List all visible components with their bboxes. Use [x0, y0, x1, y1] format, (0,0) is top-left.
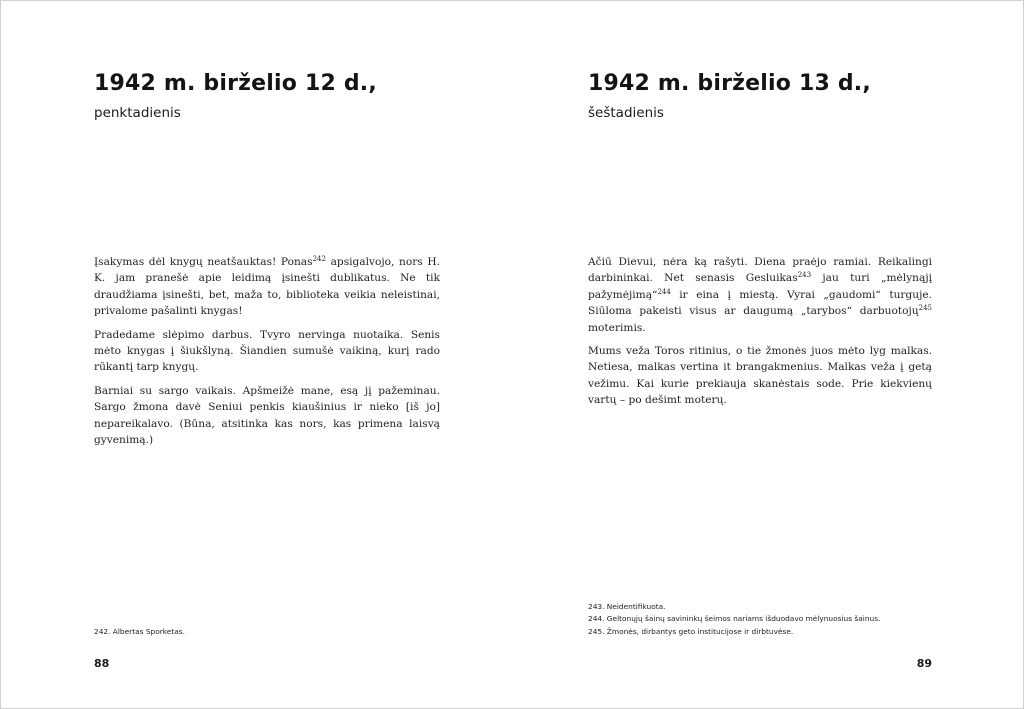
text-run: Barniai su sargo vaikais. Apšmeižė mane, esą jį pažeminau. Sargo žmona davė Seniui penkis kiaušinius ir nieko [iš jo] nepareikalavo. (Būna, atsitinka kas nors, kas primena laisvą gyvenimą.) [94, 384, 440, 447]
footnote-ref: 244 [657, 287, 671, 296]
footnotes [94, 626, 440, 638]
entry-body [588, 254, 932, 416]
footnote: 243. Neidentifikuota. [588, 602, 666, 611]
paragraph [94, 327, 440, 376]
entry-date: 1942 m. birželio 12 d., [94, 71, 377, 96]
entry-weekday: penktadienis [94, 105, 181, 121]
footnote-ref: 242 [312, 255, 326, 263]
paragraph [588, 343, 932, 409]
entry-date: 1942 m. birželio 13 d., [588, 71, 871, 96]
paragraph [588, 254, 932, 336]
right-page [588, 1, 932, 708]
page-number: 89 [916, 657, 932, 670]
text-run: Ačiū Dievui, nėra ką rašyti. Diena praėjo ramiai. Reikalingi darbininkai. Net senasis Gesluikas [588, 256, 932, 285]
text-run: apsigalvojo, nors H. K. jam pranešė apie leidimą įsinešti dublikatus. Ne tik draudžiama įsinešti, bet, maža to, biblioteka veikia neleistinai, privalome pašalinti knygas! [94, 256, 440, 318]
footnote-ref: 245 [918, 304, 932, 313]
entry-weekday: šeštadienis [588, 105, 664, 121]
text-run: Mums veža Toros ritinius, o tie žmonės juos mėto lyg malkas. Netiesa, malkas vertina it brangakmenius. Malkas veža į getą vežimu. Kai kurie prekiauja skanėstais sode. Prie kiekvienų vartų – po dešimt moterų. [588, 345, 932, 407]
text-run: jau turi „mėlynąjį pažymėjimą“ [588, 272, 932, 301]
left-page [94, 1, 440, 708]
footnote-ref: 243 [797, 271, 812, 280]
footnote: 244. Geltonųjų šainų savininkų šeimos nariams išduodavo mėlynuosius šainus. [588, 614, 881, 624]
page-number: 88 [94, 657, 110, 670]
text-run: ir eina į miestą. Vyrai „gaudomi“ turguje. Siūloma pakeisti visus ar daugumą „tarybos“ darbuotojų [588, 288, 932, 318]
paragraph [94, 383, 440, 449]
footnote: 242. Albertas Sporketas. [94, 627, 185, 636]
text-run: moterimis. [588, 321, 646, 334]
entry-body [94, 254, 440, 455]
footnote: 245. Žmonės, dirbantys geto institucijose ir dirbtuvėse. [588, 626, 794, 636]
text-run: Įsakymas dėl knygų neatšauktas! Ponas [94, 256, 313, 268]
footnotes [588, 601, 932, 638]
text-run: Pradedame slėpimo darbus. Tvyro nervinga nuotaika. Senis mėto knygas į šiukšlyną. Šiandien sumušė vaikiną, kurį rado rūkantį tarp knygų. [94, 328, 440, 374]
paragraph [94, 254, 440, 320]
